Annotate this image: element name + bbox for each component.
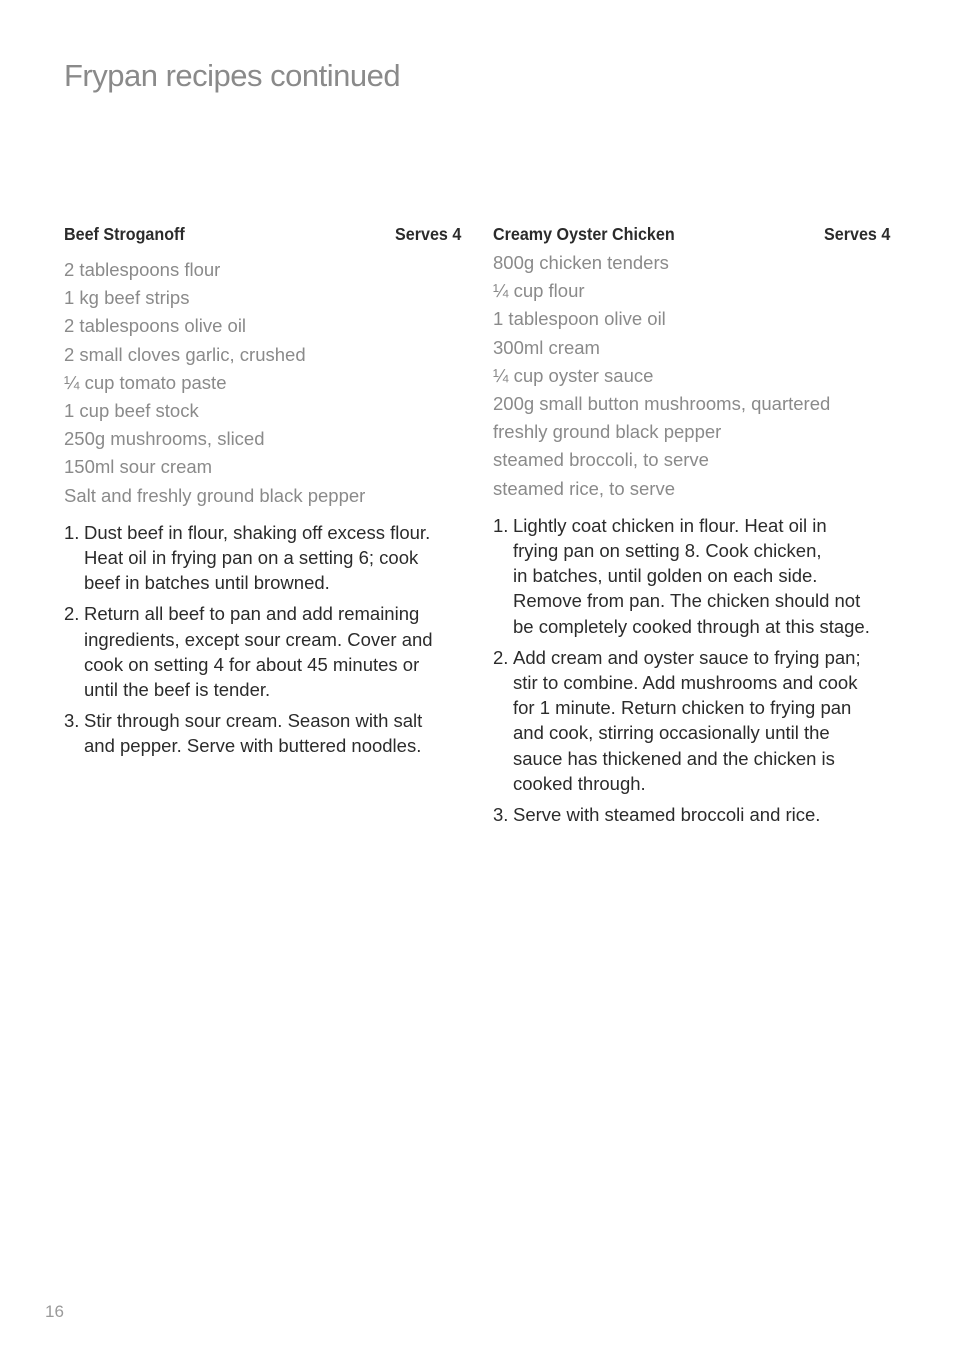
step-text: Stir through sour cream. Season with salt and pepper. Serve with buttered noodles. [84,710,423,757]
ingredient-item: freshly ground black pepper [493,421,722,443]
recipe-title: Beef Stroganoff [64,224,185,244]
recipe-beef-stroganoff [64,222,462,765]
ingredient-list [493,249,891,503]
recipe-title: Creamy Oyster Chicken [493,224,675,244]
recipe-serves: Serves 4 [395,224,462,244]
step-text: Add cream and oyster sauce to frying pan; stir to combine. Add mushrooms and cook for 1 minute. Return chicken to frying pan and cook, stirring occasionally until the sauce has thickened and the chicken is cooked through. [513,646,861,794]
recipe-header [493,222,890,246]
ingredient-list [64,256,462,510]
method-steps [64,520,462,759]
ingredient-item: ¼ cup tomato paste [64,371,227,393]
step-text: Return all beef to pan and add remaining ingredients, except sour cream. Cover and cook on setting 4 for about 45 minutes or until the beef is tender. [84,603,433,701]
ingredient-item: 200g small button mushrooms, quartered [493,393,831,415]
step-number: 3. [64,710,80,732]
ingredient-item: 2 small cloves garlic, crushed [64,343,306,365]
step-number: 2. [64,603,80,625]
recipe-serves: Serves 4 [824,224,891,244]
ingredient-item: steamed rice, to serve [493,477,675,499]
ingredient-item: 150ml sour cream [64,456,213,478]
ingredient-item: 800g chicken tenders [493,252,669,273]
page-number: 16 [45,1302,64,1321]
ingredient-item: 2 tablespoons flour [64,259,221,280]
method-step [64,520,462,596]
ingredient-item: steamed broccoli, to serve [493,449,709,471]
step-text: Serve with steamed broccoli and rice. [513,804,821,826]
recipe-creamy-oyster-chicken [493,222,891,833]
step-number: 3. [493,804,509,826]
ingredient-item: 1 kg beef strips [64,287,190,309]
method-steps [493,513,891,827]
ingredient-item: 300ml cream [493,336,600,358]
step-text: Dust beef in flour, shaking off excess flour. Heat oil in frying pan on a setting 6; cook beef in batches until browned. [84,521,431,594]
method-step [64,708,462,758]
ingredient-item: 1 tablespoon olive oil [493,308,666,330]
ingredient-item: 1 cup beef stock [64,400,199,422]
recipe-header [64,222,461,246]
ingredient-item: ¼ cup flour [493,280,585,302]
step-number: 1. [493,514,509,536]
ingredient-item: 2 tablespoons olive oil [64,315,247,337]
method-step [493,513,891,639]
step-text: Lightly coat chicken in flour. Heat oil in frying pan on setting 8. Cook chicken, in batches, until golden on each side. Remove from pan. The chicken should not be completely cooked through at this stage. [513,514,870,637]
ingredient-item: 250g mushrooms, sliced [64,428,265,450]
method-step [493,802,891,827]
step-number: 1. [64,521,80,543]
method-step [64,601,462,702]
step-number: 2. [493,646,509,668]
ingredient-item: ¼ cup oyster sauce [493,364,654,386]
page-title: Frypan recipes continued [64,58,401,93]
method-step [493,645,891,796]
ingredient-item: Salt and freshly ground black pepper [64,484,366,506]
